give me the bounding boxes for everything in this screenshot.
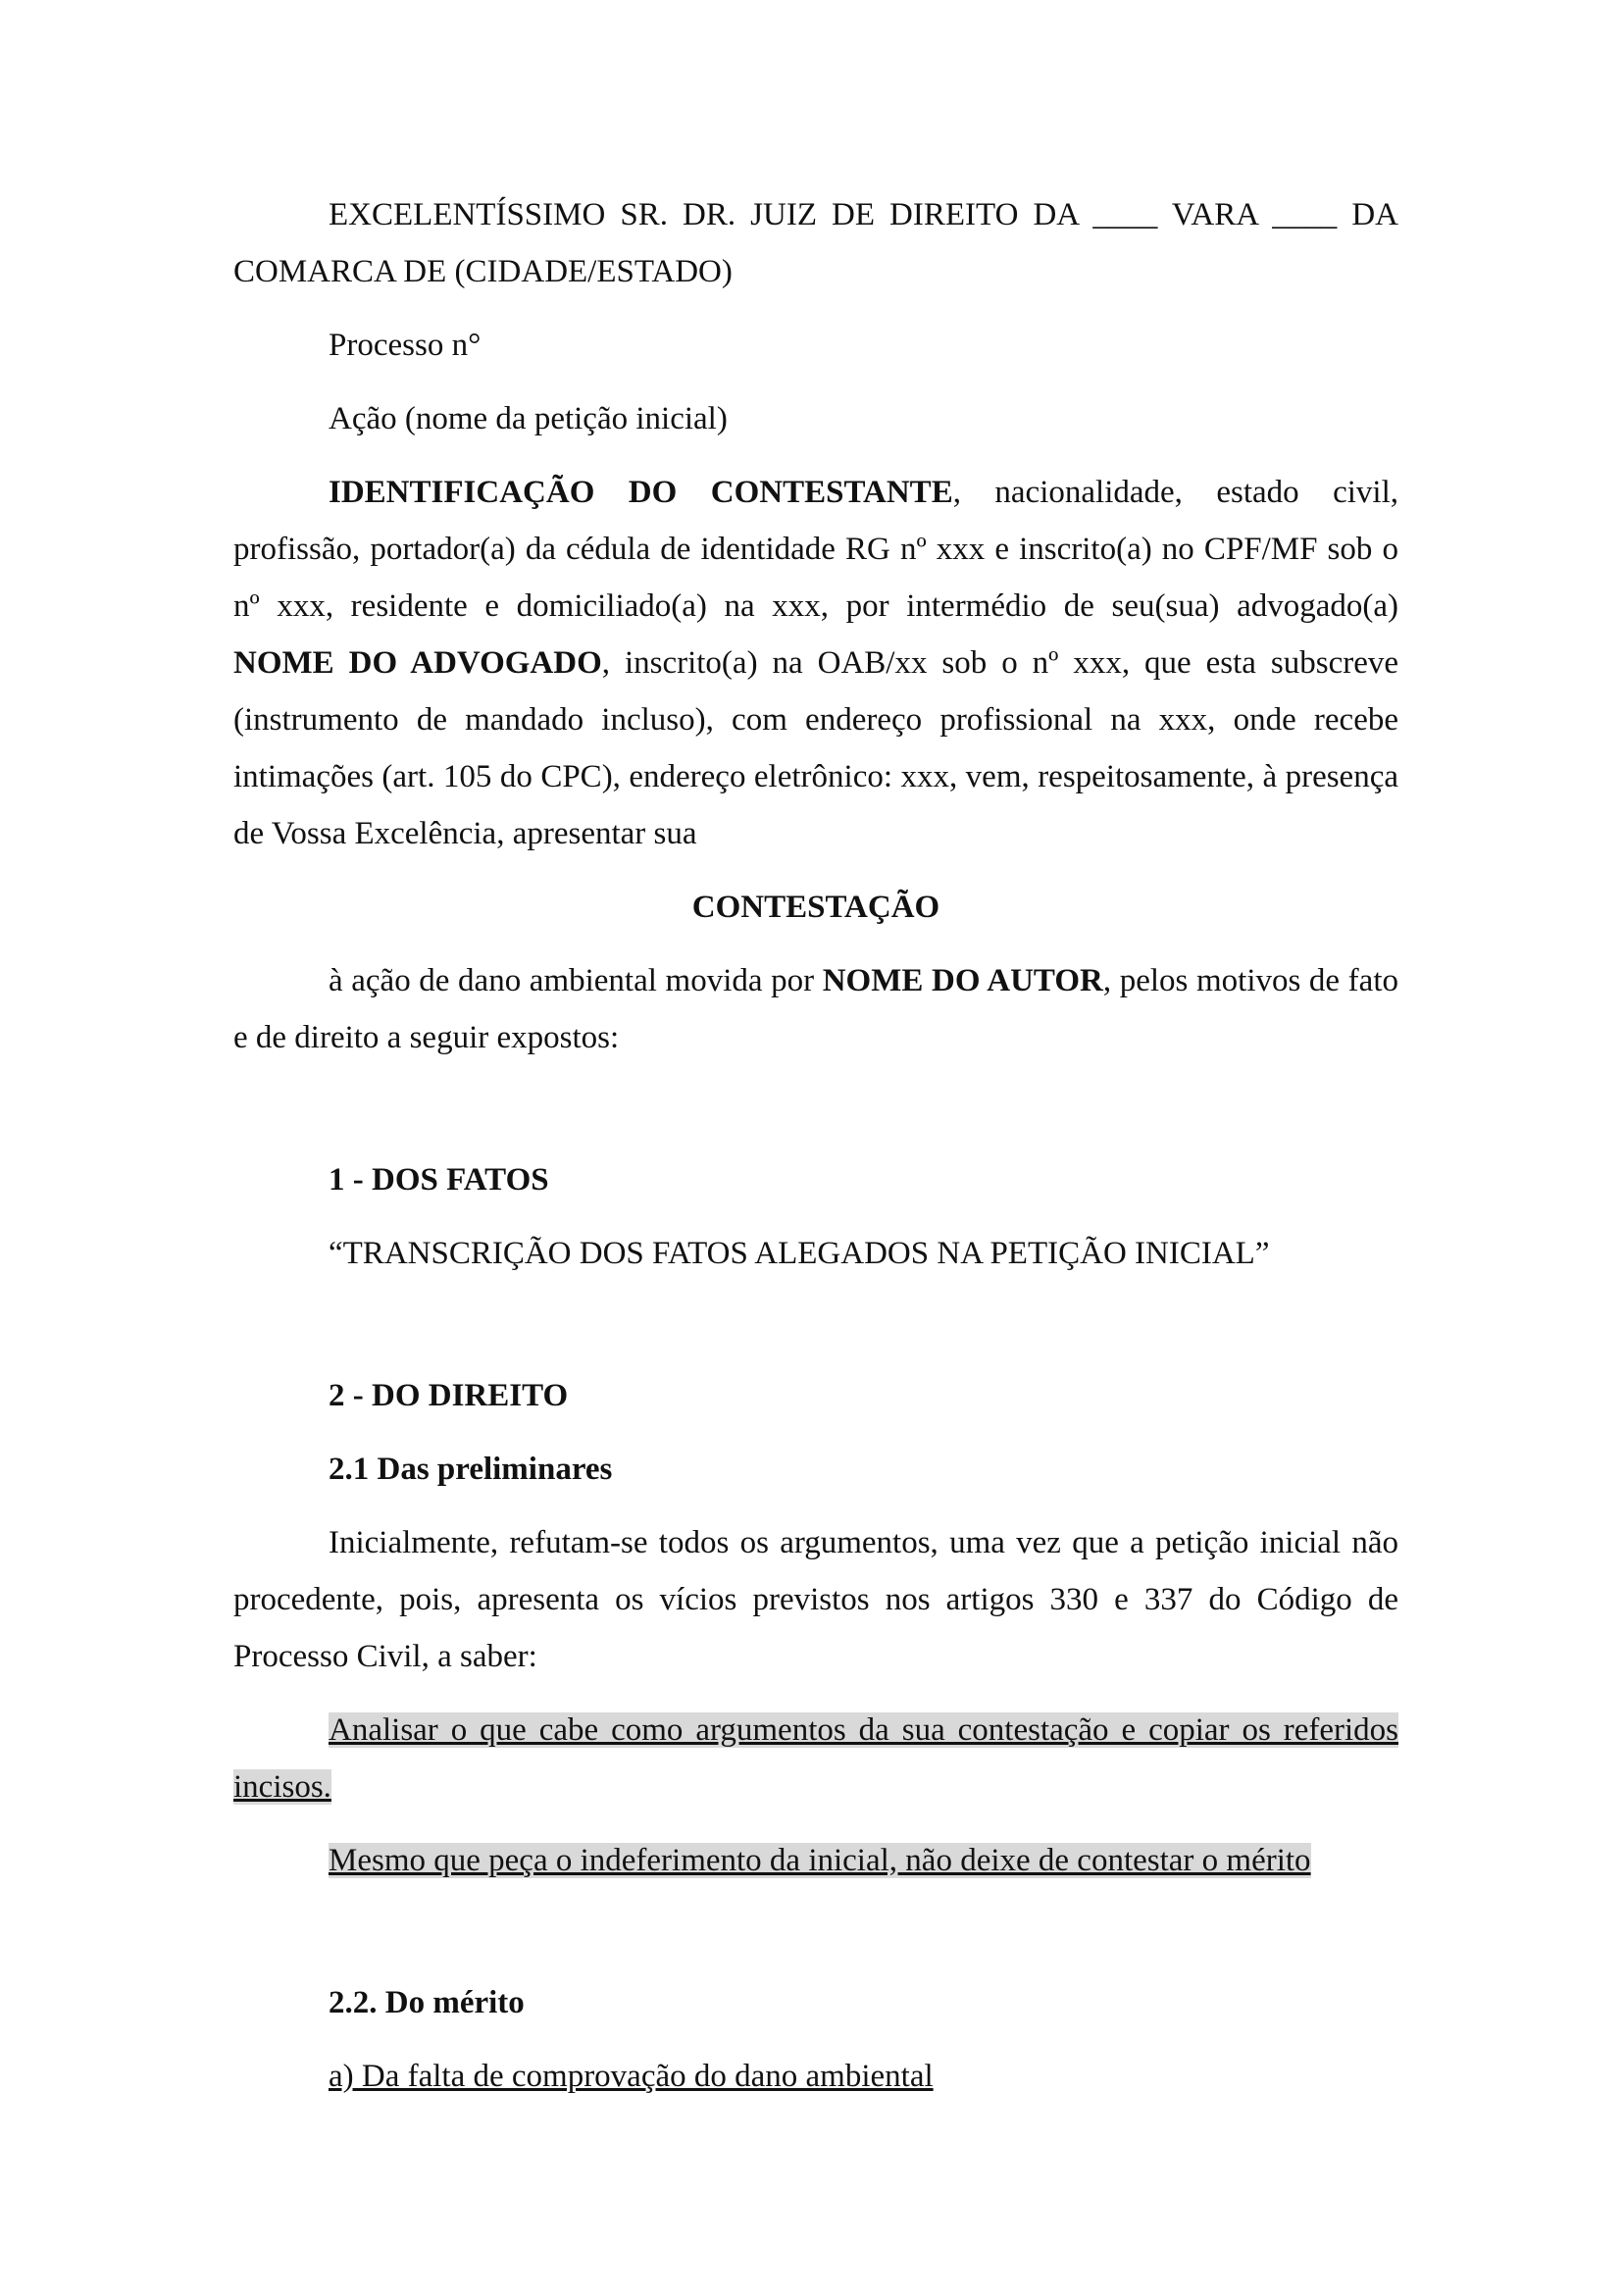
section-2-heading: 2 - DO DIREITO <box>329 1378 569 1413</box>
instruction-note-2 <box>233 1832 1398 1889</box>
preliminaries-text: Inicialmente, refutam-se todos os argumentos, uma vez que a petição inicial não procedente, pois, apresenta os vícios previstos nos artigos 330 e 337 do Código de Processo Civil, a saber: <box>233 1525 1398 1674</box>
party-details: , nacionalidade, estado civil, profissão, portador(a) da cédula de identidade RG nº xxx e inscrito(a) no CPF/MF sob o nº xxx, residente e domiciliado(a) na xxx, por intermédio de seu(sua) advogado(a) <box>233 475 1398 624</box>
section-1-heading: 1 - DOS FATOS <box>329 1162 549 1198</box>
highlighted-note-1: Analisar o que cabe como argumentos da sua contestação e copiar os referidos incisos. <box>233 1712 1398 1805</box>
lawyer-name: NOME DO ADVOGADO <box>233 645 602 681</box>
facts-transcription: “TRANSCRIÇÃO DOS FATOS ALEGADOS NA PETIÇÃO INICIAL” <box>329 1236 1270 1271</box>
merit-heading: 2.2. Do mérito <box>329 1985 525 2020</box>
addressee: EXCELENTÍSSIMO SR. DR. JUIZ DE DIREITO DA ____ VARA ____ DA COMARCA DE (CIDADE/ESTADO) <box>233 197 1398 289</box>
document-title: CONTESTAÇÃO <box>691 890 940 925</box>
merit-item-a-text: a) Da falta de comprovação do dano ambiental <box>329 2059 934 2094</box>
document-page <box>233 186 1398 2105</box>
highlighted-note-2: Mesmo que peça o indeferimento da inicial, não deixe de contestar o mérito <box>329 1843 1311 1878</box>
identification-paragraph <box>233 464 1398 862</box>
author-name: NOME DO AUTOR <box>822 963 1103 998</box>
instruction-note-1 <box>233 1702 1398 1815</box>
intro-before: à ação de dano ambiental movida por <box>329 963 823 998</box>
party-name: IDENTIFICAÇÃO DO CONTESTANTE <box>329 475 953 510</box>
lawyer-details: , inscrito(a) na OAB/xx sob o nº xxx, que esta subscreve (instrumento de mandado incluso), com endereço profissional na xxx, onde recebe intimações (art. 105 do CPC), endereço eletrônico: xxx, vem, respeitosamente, à presença de Vossa Excelência, apresentar sua <box>233 645 1398 851</box>
merit-item-a <box>233 2048 1398 2105</box>
process-number: Processo n° <box>329 328 482 363</box>
action-name: Ação (nome da petição inicial) <box>329 401 728 436</box>
preliminaries-heading: 2.1 Das preliminares <box>329 1452 613 1487</box>
intro-paragraph <box>233 952 1398 1066</box>
intro-after: , pelos motivos de fato e de direito a seguir expostos: <box>233 963 1398 1055</box>
